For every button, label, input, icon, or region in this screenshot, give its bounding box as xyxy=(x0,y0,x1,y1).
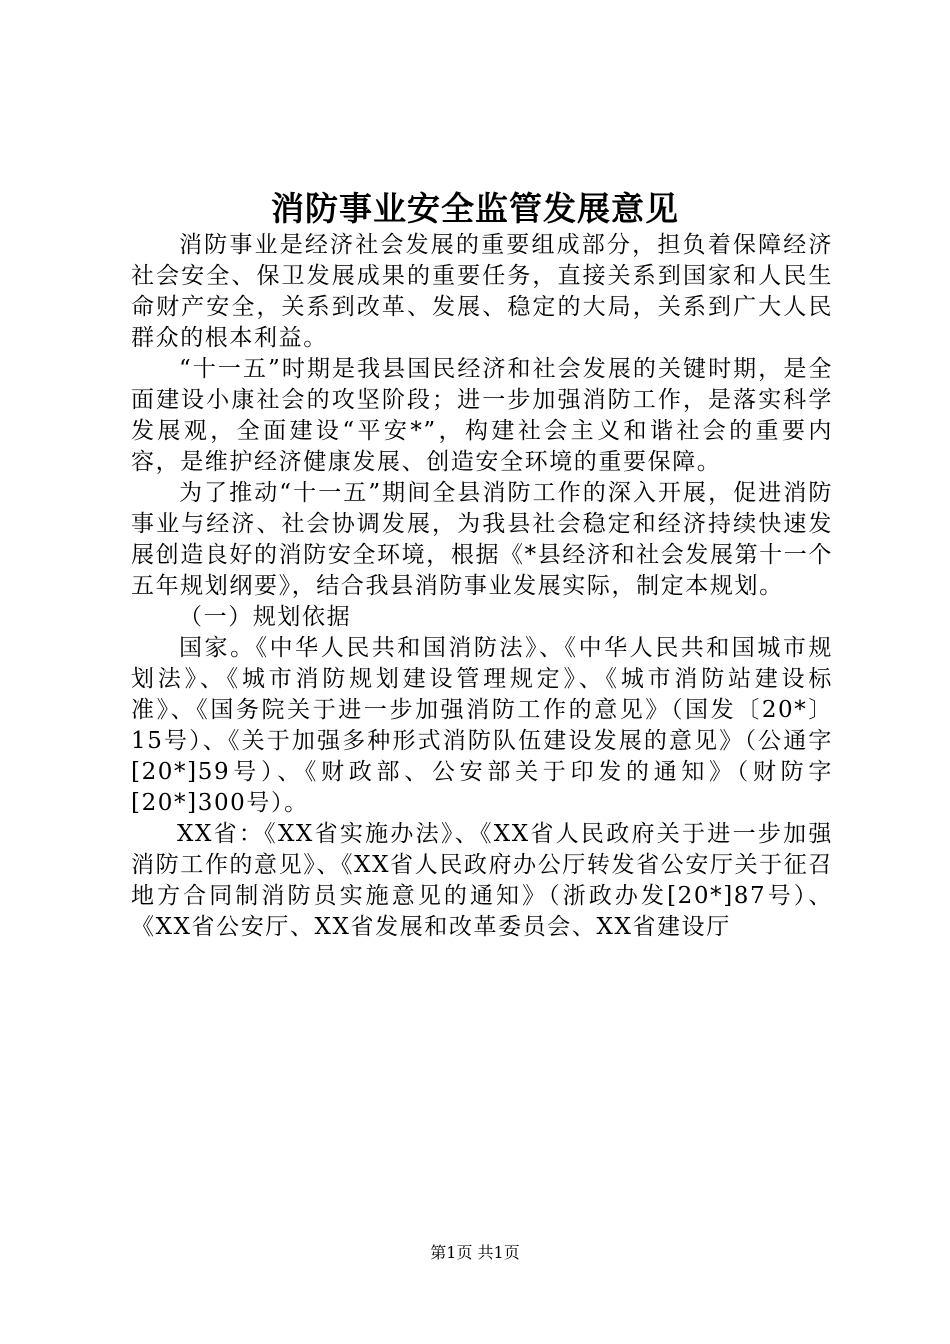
section-heading-basis: （一）规划依据 xyxy=(179,604,352,630)
paragraph-province-basis: XX省：《XX省实施办法》、《XX省人民政府关于进一步加强消防工作的意见》、《XX省人民政府办公厅转发省公安厅关于征召地方合同制消防员实施意见的通知》（浙政办发[20*]87号）、《XX省公安厅、XX省发展和改革委员会、XX省建设厅 xyxy=(131,821,833,940)
document-title: 消防事业安全监管发展意见 xyxy=(271,189,679,228)
page-footer: 第1页 共1页 xyxy=(430,1243,520,1262)
paragraph-national-basis: 国家。《中华人民共和国消防法》、《中华人民共和国城市规划法》、《城市消防规划建设管理规定》、《城市消防站建设标准》、《国务院关于进一步加强消防工作的意见》（国发〔20*〕15号）、《关于加强多种形式消防队伍建设发展的意见》（公通字[20*]59号）、《财政部、公安部关于印发的通知》（财防字[20*]300号）。 xyxy=(131,635,833,816)
paragraph-intro: 消防事业是经济社会发展的重要组成部分，担负着保障经济社会安全、保卫发展成果的重要任务，直接关系到国家和人民生命财产安全，关系到改革、发展、稳定的大局，关系到广大人民群众的根本利益。 xyxy=(131,232,833,351)
document-body xyxy=(131,230,833,943)
paragraph-purpose: 为了推动“十一五”期间全县消防工作的深入开展，促进消防事业与经济、社会协调发展，为我县社会稳定和经济持续快速发展创造良好的消防安全环境，根据《*县经济和社会发展第十一个五年规划纲要》，结合我县消防事业发展实际，制定本规划。 xyxy=(131,480,833,599)
paragraph-eleventh-five-year: “十一五”时期是我县国民经济和社会发展的关键时期，是全面建设小康社会的攻坚阶段；进一步加强消防工作，是落实科学发展观，全面建设“平安*”，构建社会主义和谐社会的重要内容，是维护经济健康发展、创造安全环境的重要保障。 xyxy=(131,356,833,475)
